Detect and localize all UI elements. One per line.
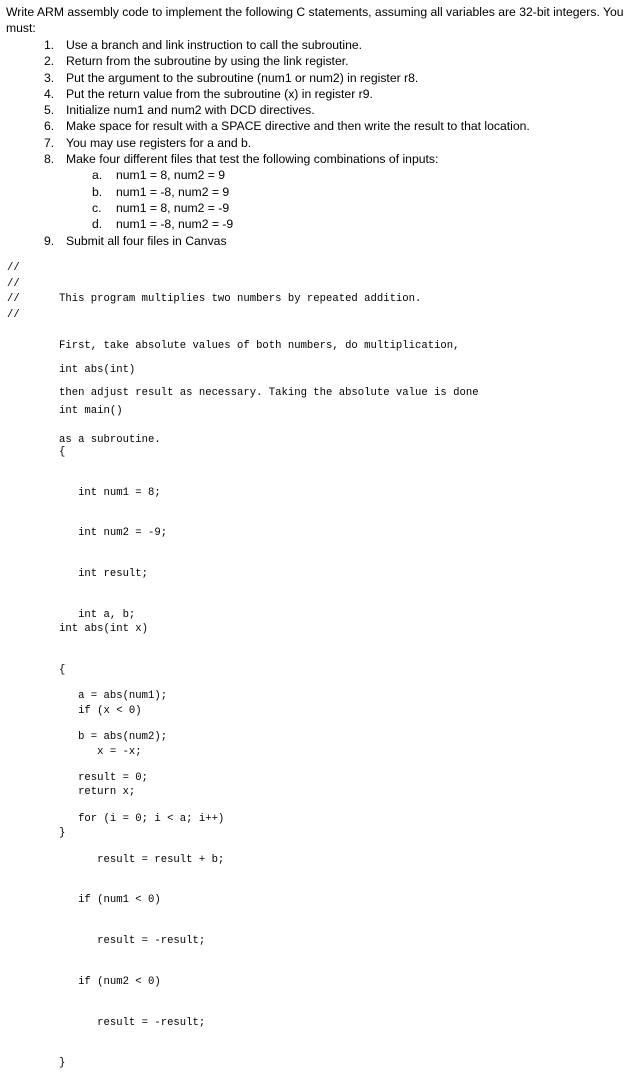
subitem-letter: d. bbox=[92, 217, 103, 232]
comment-marker: // bbox=[7, 293, 20, 306]
code-line: { bbox=[59, 445, 66, 458]
code-line: int num2 = -9; bbox=[59, 527, 168, 540]
list-item bbox=[44, 86, 530, 102]
sublist-item bbox=[44, 200, 530, 216]
item-number: 7. bbox=[44, 135, 55, 150]
item-text: Initialize num1 and num2 with DCD directives. bbox=[66, 103, 315, 118]
sublist-item bbox=[44, 216, 530, 232]
subitem-letter: a. bbox=[92, 168, 103, 183]
item-number: 8. bbox=[44, 152, 55, 167]
subitem-text: num1 = -8, num2 = 9 bbox=[116, 184, 230, 199]
item-text: Return from the subroutine by using the link register. bbox=[66, 54, 349, 69]
list-item bbox=[44, 102, 530, 118]
item-text: Make space for result with a SPACE directive and then write the result to that location. bbox=[66, 119, 530, 134]
code-line: x = -x; bbox=[59, 745, 142, 758]
code-line: int abs(int) bbox=[59, 364, 136, 377]
code-line: { bbox=[59, 663, 66, 676]
code-line: int a, b; bbox=[59, 608, 136, 621]
subitem-text: num1 = 8, num2 = 9 bbox=[116, 168, 226, 183]
comment-markers bbox=[7, 261, 20, 323]
code-line: result = 0; bbox=[59, 772, 149, 784]
item-number: 9. bbox=[44, 233, 55, 248]
list-item bbox=[44, 37, 530, 53]
code-line: } bbox=[59, 1057, 66, 1070]
list-item bbox=[44, 53, 530, 69]
comment-marker: // bbox=[7, 262, 20, 274]
item-number: 6. bbox=[44, 119, 55, 134]
comment-marker: // bbox=[7, 277, 20, 290]
code-line: return x; bbox=[59, 786, 136, 799]
comment-line: First, take absolute values of both numbers, do multiplication, bbox=[59, 339, 460, 352]
assignment-intro: Write ARM assembly code to implement the following C statements, assuming all variables are 32-bit integers. You must: bbox=[6, 5, 624, 35]
code-line: for (i = 0; i < a; i++) bbox=[59, 812, 225, 825]
code-line: if (num2 < 0) bbox=[59, 975, 161, 988]
code-line: result = -result; bbox=[59, 1016, 206, 1029]
subitem-text: num1 = 8, num2 = -9 bbox=[116, 200, 230, 215]
item-text: Submit all four files in Canvas bbox=[66, 233, 227, 248]
code-line: int result; bbox=[59, 568, 149, 581]
list-item bbox=[44, 135, 530, 151]
item-text: Make four different files that test the following combinations of inputs: bbox=[66, 152, 439, 167]
subitem-letter: c. bbox=[92, 200, 102, 215]
sublist-item bbox=[44, 184, 530, 200]
item-text: You may use registers for a and b. bbox=[66, 135, 252, 150]
list-item bbox=[44, 151, 530, 167]
comment-line: then adjust result as necessary. Taking the absolute value is done bbox=[59, 386, 479, 399]
code-line: if (x < 0) bbox=[59, 704, 142, 717]
list-item bbox=[44, 70, 530, 86]
subitem-text: num1 = -8, num2 = -9 bbox=[116, 217, 234, 232]
code-line: result = result + b; bbox=[59, 853, 225, 866]
code-line: result = -result; bbox=[59, 935, 206, 948]
sublist-item bbox=[44, 167, 530, 183]
code-line: } bbox=[59, 827, 66, 840]
code-line: int main() bbox=[59, 404, 123, 417]
code-line: a = abs(num1); bbox=[59, 690, 168, 703]
item-number: 2. bbox=[44, 54, 55, 69]
item-text: Put the return value from the subroutine (x) in register r9. bbox=[66, 86, 373, 101]
subitem-letter: b. bbox=[92, 184, 103, 199]
list-item bbox=[44, 233, 530, 249]
code-abs-block bbox=[59, 596, 148, 854]
comment-line: This program multiplies two numbers by repeated addition. bbox=[59, 293, 422, 306]
code-line: b = abs(num2); bbox=[59, 731, 168, 744]
list-item bbox=[44, 118, 530, 134]
item-number: 1. bbox=[44, 38, 55, 52]
item-number: 5. bbox=[44, 103, 55, 118]
item-number: 3. bbox=[44, 70, 55, 85]
code-line: int abs(int x) bbox=[59, 623, 149, 636]
comment-line: as a subroutine. bbox=[59, 433, 161, 446]
item-text: Put the argument to the subroutine (num1 or num2) in register r8. bbox=[66, 70, 419, 85]
item-text: Use a branch and link instruction to call the subroutine. bbox=[66, 38, 363, 52]
item-number: 4. bbox=[44, 86, 55, 101]
requirements-list bbox=[44, 37, 530, 249]
code-line: int num1 = 8; bbox=[59, 486, 161, 499]
code-line: if (num1 < 0) bbox=[59, 894, 161, 907]
comment-marker: // bbox=[7, 308, 20, 321]
